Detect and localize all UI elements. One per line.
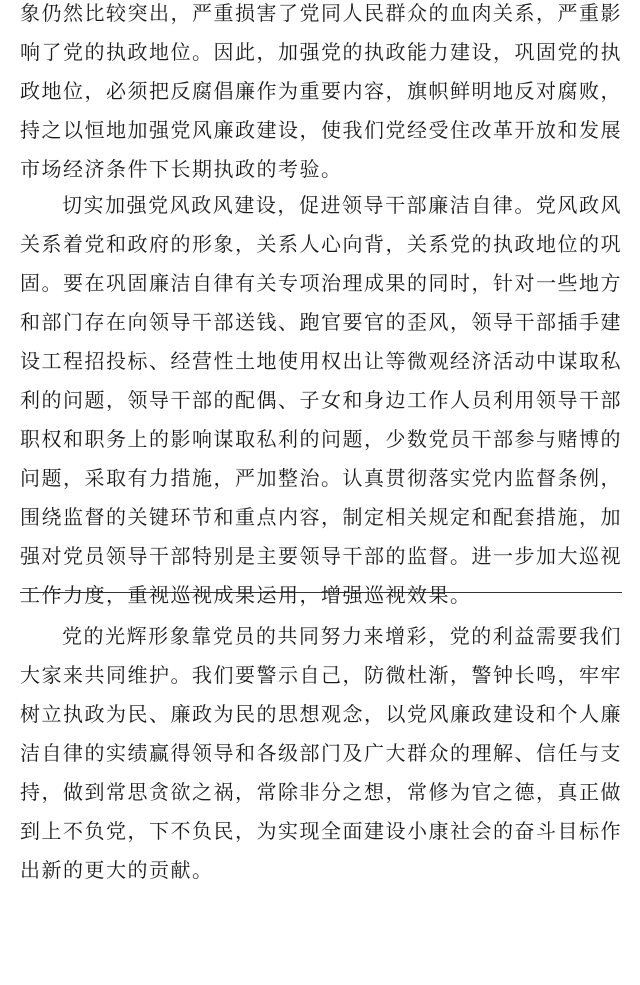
paragraph-conclusion: 党的光辉形象靠党员的共同努力来增彩，党的利益需要我们大家来共同维护。我们要警示自己，防微杜渐，警钟长鸣，牢牢树立执政为民、廉政为民的思想观念，以党风廉政建设和个人廉洁自律的实绩赢得领导和各级部门及广大群众的理解、信任与支持，做到常思贪欲之祸，常除非分之想，常修为官之德，真正做到上不负党，下不负民，为实现全面建设小康社会的奋斗目标作出新的更大的贡献。 [20, 624, 622, 882]
paragraph-continuation: 象仍然比较突出，严重损害了党同人民群众的血肉关系，严重影响了党的执政地位。因此，加强党的执政能力建设，巩固党的执政地位，必须把反腐倡廉作为重要内容，旗帜鲜明地反对腐败，持之以恒地加强党风廉政建设，使我们党经受住改革开放和发展市场经济条件下长期执政的考验。 [20, 1, 622, 181]
paragraph-party-style: 切实加强党风政风建设，促进领导干部廉洁自律。党风政风关系着党和政府的形象，关系人心向背，关系党的执政地位的巩固。要在巩固廉洁自律有关专项治理成果的同时，针对一些地方和部门存在向领导干部送钱、跑官要官的歪风，领导干部插手建设工程招投标、经营性土地使用权出让等微观经济活动中谋取私利的问题，领导干部的配偶、子女和身边工作人员利用领导干部职权和职务上的影响谋取私利的问题，少数党员干部参与赌博的问题，采取有力措施，严加整治。认真贯彻落实党内监督条例，围绕监督的关键环节和重点内容，制定相关规定和配套措施，加强对党员领导干部特别是主要领导干部的监督。进一步加大巡视工作力度，重视巡视成果运用，增强巡视效果。 [20, 193, 622, 607]
section-divider [20, 592, 622, 593]
